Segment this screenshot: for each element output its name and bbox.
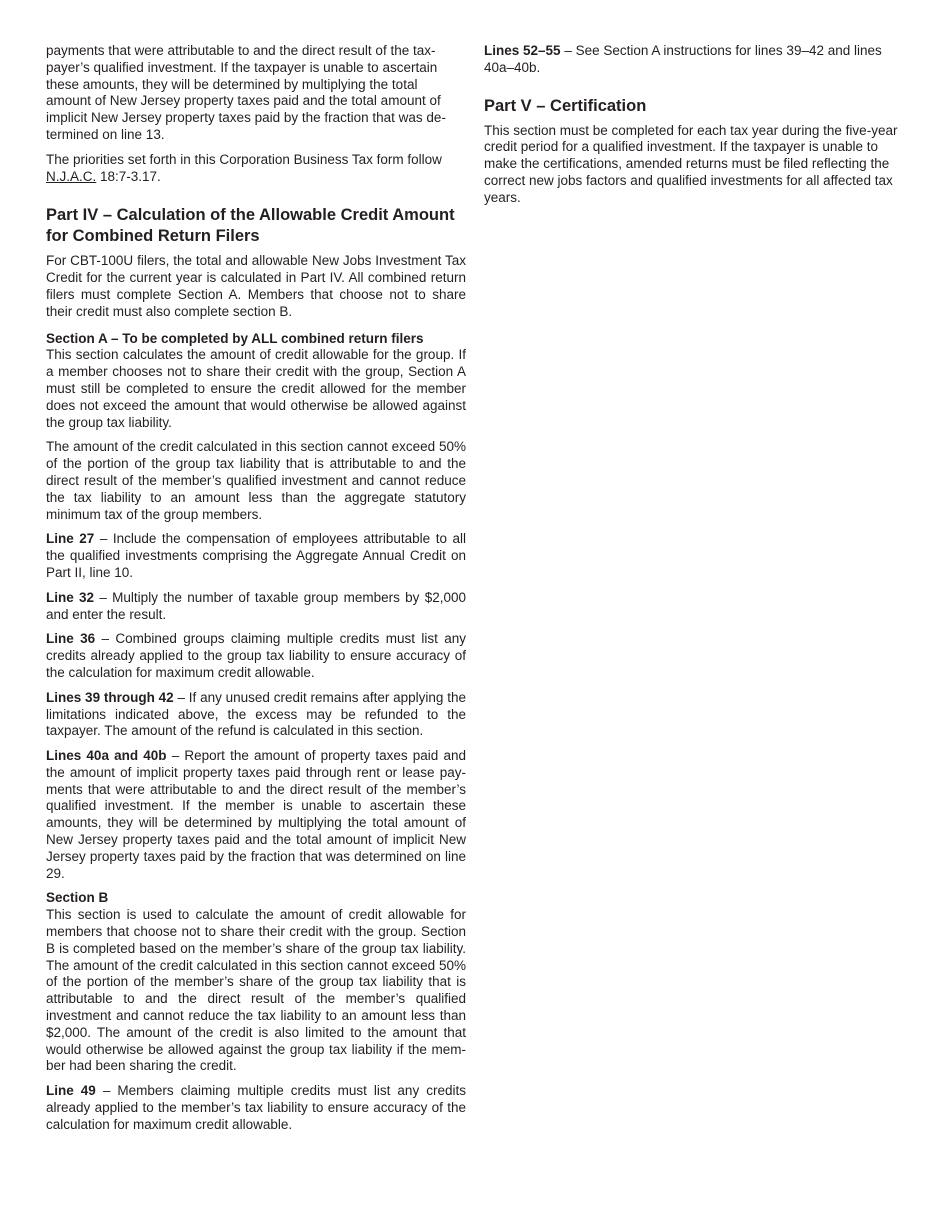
line-27-text: – Include the compensation of employees attributable to all the qualified investments comprising the Aggregate Annual Credit on Part II, line 10. <box>46 531 466 580</box>
section-a-limit: The amount of the credit calculated in this section cannot exceed 50% of the portion of the group tax liability that is attributable to and the direct result of the member’s qualified investment and cannot reduce the tax liability to an amount less than the aggregate statutory minimum tax of the group members. <box>46 439 466 522</box>
lines-39-42-paragraph <box>46 690 466 740</box>
lines-39-42-text: – If any unused credit remains after applying the limitations indicated above, the excess may be refunded to the taxpayer. The amount of the refund is calculated in this section. <box>46 689 466 739</box>
line-49-label: Line 49 <box>46 1083 96 1099</box>
part-v-heading: Part V – Certification <box>484 96 647 115</box>
section-b-paragraph <box>46 890 466 1075</box>
line-36-label: Line 36 <box>46 631 96 647</box>
line-49-text: – Members claiming multiple credits must list any credits already applied to the member’s tax liability to ensure accuracy of the calculation for maximum credit allowable. <box>46 1083 466 1132</box>
part-v-text: This section must be completed for each tax year during the five-year credit period for a qualified investment. If the taxpayer is unable to make the certifications, amended returns must be filed reflecting the correct new jobs factors and qualified investments for all affected tax years. <box>484 122 898 205</box>
priorities-text: The priorities set forth in this Corporation Business Tax form follow <box>46 151 442 167</box>
lines-52-55-paragraph <box>484 43 905 77</box>
lines-40a-40b-text: – Report the amount of property taxes paid and the amount of implicit property taxes paid through rent or lease payments that were attributable to and the direct result of the member’s qualified investment. If the member is unable to ascertain these amounts, they will be determined by multiplying the total amount of New Jersey property taxes paid and the total amount of implicit New Jersey property taxes paid by the fraction that was determined on line 29. <box>46 748 466 881</box>
section-a-paragraph <box>46 331 466 432</box>
part-iv-intro: For CBT-100U filers, the total and allowable New Jobs Investment Tax Credit for the current year is calculated in Part IV. All combined return filers must complete Section A. Members that choose not to share their credit must also complete section B. <box>46 253 466 319</box>
part-iv-heading: Part IV – Calculation of the Allowable Credit Amount for Combined Return Filers <box>46 206 455 246</box>
line-32-text: – Multiply the number of taxable group members by $2,000 and enter the result. <box>46 589 466 622</box>
priorities-section: 18:7-3.17. <box>96 168 161 184</box>
line-27-label: Line 27 <box>46 531 95 547</box>
section-a-text: This section calculates the amount of credit allowable for the group. If a member chooses not to share their credit with the group, Section A must still be completed to ensure the credit allowed for the member does not exceed the amount that would otherwise be allowed against the group tax liability. <box>46 347 466 430</box>
njac-reference: N.J.A.C. <box>46 168 97 184</box>
right-column <box>484 43 905 215</box>
lines-52-55-label: Lines 52–55 <box>484 43 561 58</box>
lines-39-42-label: Lines 39 through 42 <box>46 689 174 705</box>
line-32-paragraph <box>46 590 466 624</box>
section-b-heading: Section B <box>46 890 109 906</box>
lines-52-55-text: – See Section A instructions for lines 39–42 and lines 40a–40b. <box>484 43 882 75</box>
line-49-paragraph <box>46 1083 466 1133</box>
intro-paragraph: payments that were attributable to and the direct result of the taxpayer’s qualified investment. If the taxpayer is unable to ascertain these amounts, they will be determined by multiplying the total amount of New Jersey property taxes paid and the total amount of implicit New Jersey property taxes paid by the fraction that was determined on line 13. <box>46 43 446 142</box>
line-36-paragraph <box>46 631 466 681</box>
section-a-heading: Section A – To be completed by ALL combined return filers <box>46 330 424 346</box>
lines-40a-40b-paragraph <box>46 748 466 882</box>
line-27-paragraph <box>46 531 466 581</box>
line-36-text: – Combined groups claiming multiple credits must list any credits already applied to the group tax liability to ensure accuracy of the calculation for maximum credit allowable. <box>46 631 466 680</box>
lines-40a-40b-label: Lines 40a and 40b <box>46 748 167 764</box>
line-32-label: Line 32 <box>46 589 95 605</box>
section-b-text: This section is used to calculate the amount of credit allowable for members that choose not to share their credit with the group. Section B is completed based on the member’s share of the group tax liability. The amount of the credit calculated in this section cannot exceed 50% of the portion of the member’s share of the group tax liability that is attributable to and the direct result of the member’s qualified investment and cannot reduce the tax liability to an amount less than $2,000. The amount of the credit is also limited to the amount that would otherwise be allowed against the group tax liability if the member had been sharing the credit. <box>46 907 466 1074</box>
priorities-paragraph <box>46 152 466 186</box>
left-column <box>46 43 466 1142</box>
